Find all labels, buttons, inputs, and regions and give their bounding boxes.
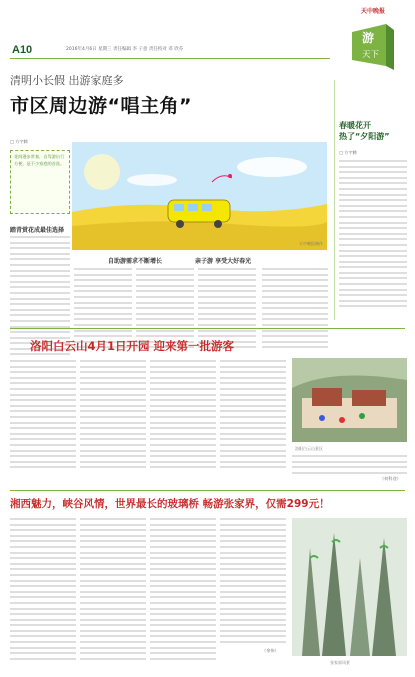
story-three-headline: 湘西魅力，峡谷风情，世界最长的玻璃桥 畅游张家界，仅需299元！ [10, 498, 330, 510]
story-two-photo [292, 358, 407, 442]
baiyun-mountain-photo [292, 358, 407, 442]
story-two-col2 [80, 360, 146, 472]
illustration-caption: 天中晚报制作 [299, 241, 323, 246]
section-char-you: 游 [362, 31, 375, 45]
lead-photo-caption: 踏青赏花成最佳选择 [10, 227, 65, 234]
story-two-col3 [150, 360, 216, 472]
spring-scene-illustration [72, 142, 327, 250]
story-two-byline: （何科登） [380, 476, 401, 481]
story-two-col1 [10, 360, 76, 472]
section-char-tianxia: 天下 [362, 50, 380, 60]
side-story-title-line1: 春暖花开 [339, 121, 371, 130]
story-two-col5 [292, 455, 407, 477]
inset-quote: 花间漫步赏春，自驾游出行方便，是不少家庭的首选。 [14, 154, 65, 166]
lead-byline: □ 方宇腾 [10, 139, 28, 144]
subhead-self-drive: 自助游需求不断增长 [108, 258, 163, 265]
story-three-caption: 张家界风景 [330, 660, 350, 665]
story-three-col3 [150, 518, 216, 663]
section-logo [342, 6, 404, 74]
side-story-title-line2: 热了“夕阳游” [339, 132, 390, 141]
side-story-byline: □ 方宇腾 [339, 150, 357, 155]
lead-col5-text [262, 268, 328, 352]
side-story-text [339, 160, 407, 311]
story-two-rule [10, 328, 405, 329]
page-number: A10 [12, 44, 33, 56]
zhangjiajie-photo [292, 518, 407, 656]
brand-name: 天中晚报 [360, 8, 385, 15]
side-story-rule [334, 80, 335, 320]
date-line: 2016年4月6日 星期三 责任编辑 李 子意 责任校对 邓 欣芬 [66, 47, 184, 52]
story-three-col4 [220, 518, 286, 647]
subhead-family: 亲子游 享受大好春光 [195, 258, 252, 265]
header-rule [10, 58, 330, 59]
story-three-byline: （余伟） [262, 648, 279, 653]
story-two-col4 [220, 360, 286, 472]
lead-illustration [72, 142, 327, 250]
story-three-photo [292, 518, 407, 656]
story-three-col1 [10, 518, 76, 663]
lead-headline: 市区周边游“唱主角” [10, 95, 192, 117]
story-three-rule [10, 490, 405, 491]
story-two-headline: 洛阳白云山4月1日开园 迎来第一批游客 [30, 339, 235, 353]
story-two-caption: 洛阳白云山景区 [295, 446, 323, 451]
inset-quote-box [10, 150, 70, 214]
story-three-col2 [80, 518, 146, 663]
lead-kicker: 清明小长假 出游家庭多 [10, 74, 124, 87]
